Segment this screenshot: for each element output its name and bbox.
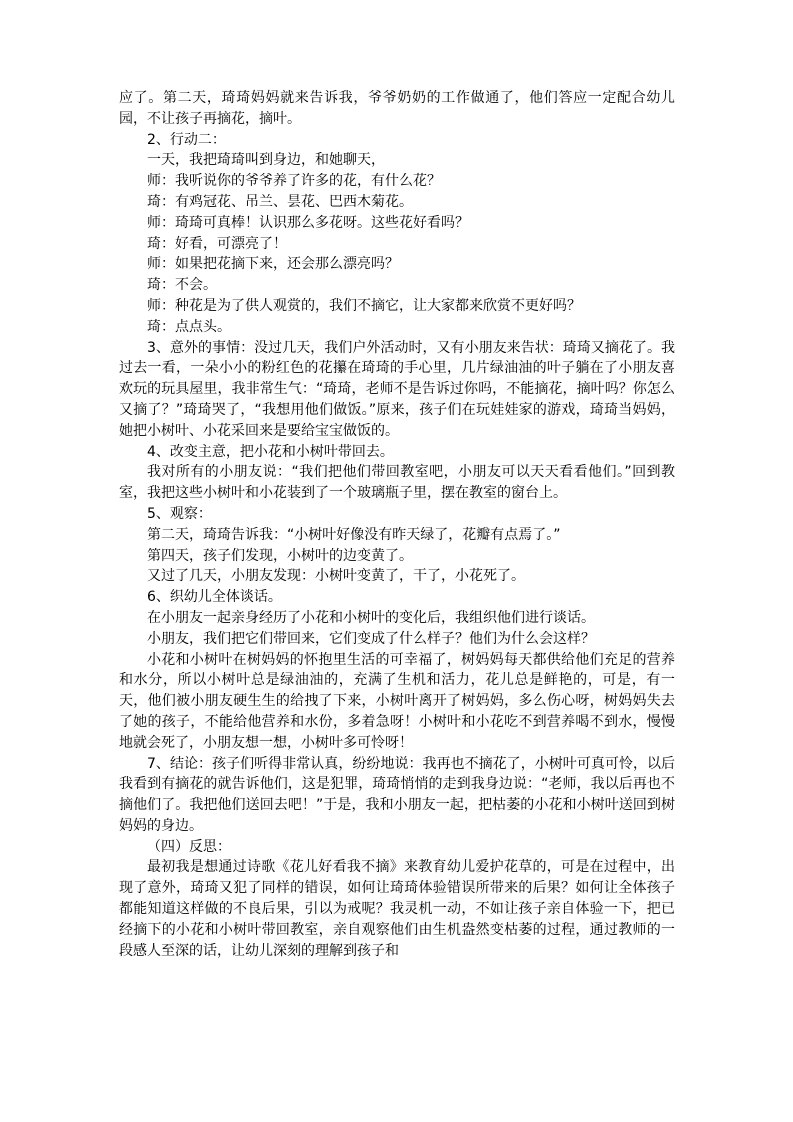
- paragraph: 琦：有鸡冠花、吊兰、昙花、巴西木菊花。: [147, 193, 413, 210]
- paragraph: 又过了几天，小朋友发现：小树叶变黄了，干了，小花死了。: [147, 568, 525, 585]
- paragraph: 应了。第二天，琦琦妈妈就来告诉我，爷爷奶奶的工作做通了，他们答应一定配合幼儿园，不让孩子再摘花，摘叶。: [119, 90, 675, 127]
- paragraph: 师：如果把花摘下来，还会那么漂亮吗？: [147, 256, 399, 273]
- paragraph: 琦：点点头。: [147, 318, 231, 335]
- paragraph: 6、织幼儿全体谈话。: [147, 589, 282, 606]
- paragraph: 一天，我把琦琦叫到身边，和她聊天，: [147, 152, 385, 169]
- paragraph: 师：琦琦可真棒！认识那么多花呀。这些花好看吗？: [147, 214, 469, 231]
- paragraph: 琦：不会。: [147, 277, 217, 294]
- paragraph: 小花和小树叶在树妈妈的怀抱里生活的可幸福了，树妈妈每天都供给他们充足的营养和水分，所以小树叶总是绿油油的，充满了生机和活力，花儿总是鲜艳的，可是，有一天，他们被小朋友硬生生的给拽了下来，小树叶离开了树妈妈，多么伤心呀，树妈妈失去了她的孩子，不能给他营养和水份，多着急呀！小树叶和小花吃不到营养喝不到水，慢慢地就会死了，小朋友想一想，小树叶多可怜呀！: [119, 651, 675, 751]
- paragraph: 5、观察：: [147, 505, 212, 522]
- paragraph: 7、结论：孩子们听得非常认真，纷纷地说：我再也不摘花了，小树叶可真可怜，以后我看到有摘花的就告诉他们，这是犯罪，琦琦悄悄的走到我身边说：“老师，我以后再也不摘他们了。我把他们送回去吧！”于是，我和小朋友一起，把枯萎的小花和小树叶送回到树妈妈的身边。: [119, 755, 675, 834]
- paragraph: 师：我听说你的爷爷养了许多的花，有什么花？: [147, 173, 441, 190]
- paragraph: 第四天，孩子们发现，小树叶的边变黄了。: [147, 547, 413, 564]
- paragraph: 4、改变主意，把小花和小树叶带回去。: [147, 443, 394, 460]
- paragraph: 3、意外的事情：没过几天，我们户外活动时，又有小朋友来告状：琦琦又摘花了。我过去一看，一朵小小的粉红色的花攥在琦琦的手心里，几片绿油油的叶子躺在了小朋友喜欢玩的玩具屋里，我非常生气：“琦琦，老师不是告诉过你吗，不能摘花，摘叶吗？你怎么又摘了？”琦琦哭了，“我想用他们做饭。”原来，孩子们在玩娃娃家的游戏，琦琦当妈妈，她把小树叶、小花采回来是要给宝宝做饭的。: [119, 339, 675, 439]
- paragraph: 师：种花是为了供人观赏的，我们不摘它，让大家都来欣赏不更好吗？: [147, 297, 581, 314]
- paragraph: 2、行动二：: [147, 131, 226, 148]
- paragraph: 在小朋友一起亲身经历了小花和小树叶的变化后，我组织他们进行谈话。: [147, 609, 595, 626]
- paragraph: （四）反思：: [147, 838, 231, 855]
- paragraph: 最初我是想通过诗歌《花儿好看我不摘》来教育幼儿爱护花草的，可是在过程中，出现了意外，琦琦又犯了同样的错误，如何让琦琦体验错误所带来的后果？如何让全体孩子都能知道这样做的不良后果，引以为戒呢？我灵机一动，不如让孩子亲自体验一下，把已经摘下的小花和小树叶带回教室，亲自观察他们由生机盎然变枯萎的过程，通过教师的一段感人至深的话，让幼儿深刻的理解到孩子和: [119, 859, 675, 959]
- paragraph: 琦：好看，可漂亮了！: [147, 235, 287, 252]
- paragraph: 我对所有的小朋友说：“我们把他们带回教室吧，小朋友可以天天看看他们。”回到教室，我把这些小树叶和小花装到了一个玻璃瓶子里，摆在教室的窗台上。: [119, 464, 675, 502]
- paragraph: 第二天，琦琦告诉我：“小树叶好像没有昨天绿了，花瓣有点焉了。”: [147, 526, 561, 543]
- document-body: [119, 88, 675, 961]
- paragraph: 小朋友，我们把它们带回来，它们变成了什么样子？他们为什么会这样？: [147, 630, 595, 647]
